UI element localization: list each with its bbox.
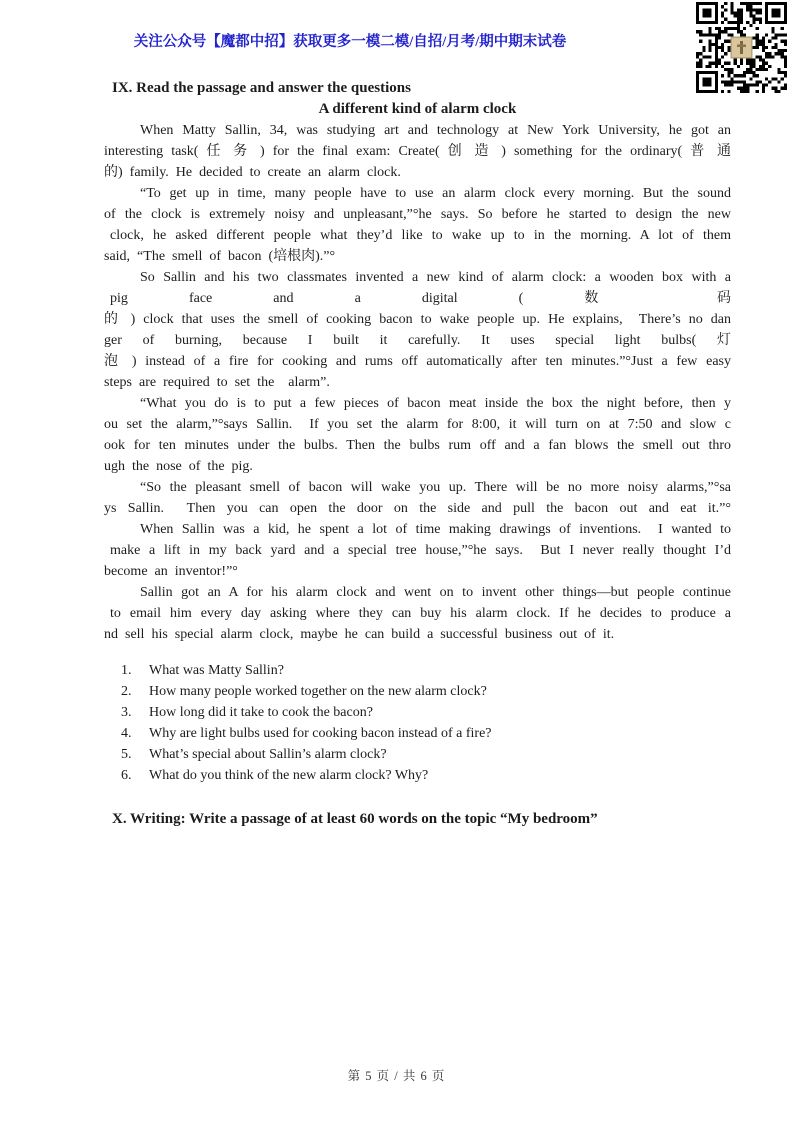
question-item (104, 702, 731, 723)
question-number: 1. (121, 663, 132, 678)
passage-line: to email him every day asking where they can buy his alarm clock. If he decides to produce a (110, 606, 731, 621)
question-text: What do you think of the new alarm clock? Why? (149, 768, 429, 783)
passage-line: 的) family. He decided to create an alarm clock. (104, 165, 401, 180)
question-number: 5. (121, 747, 132, 762)
passage-paragraph-7 (104, 582, 731, 645)
passage-paragraph-6 (104, 519, 731, 582)
passage-line: ger of burning, because I built it carefully. It uses special light bulbs( 灯 (104, 333, 731, 348)
passage-line: “So the pleasant smell of bacon will wake you up. There will be no more noisy alarms,”°sa (140, 480, 731, 495)
question-number: 3. (121, 705, 132, 720)
passage-line: nd sell his special alarm clock, maybe he can build a successful business out of it. (104, 627, 615, 642)
section-x-heading: X. Writing: Write a passage of at least 60 words on the topic “My bedroom” (112, 811, 598, 827)
header-promo-text: 关注公众号【魔都中招】获取更多一模二模/自招/月考/期中期末试卷 (133, 34, 567, 50)
question-item (104, 681, 731, 702)
passage-line: ou set the alarm,”°says Sallin. If you set the alarm for 8:00, it will turn on at 7:50 and slow c (104, 417, 731, 432)
passage-line: 泡 ) instead of a fire for cooking and rums off automatically after ten minutes.”°Just a few easy (104, 354, 731, 369)
passage-line: So Sallin and his two classmates invented a new kind of alarm clock: a wooden box with a (140, 270, 731, 285)
question-text: What was Matty Sallin? (149, 663, 284, 678)
passage-paragraph-3 (104, 267, 731, 393)
passage-paragraph-4 (104, 393, 731, 477)
passage-line: Sallin got an A for his alarm clock and went on to invent other things—but people continue (140, 585, 731, 600)
question-item (104, 723, 731, 744)
passage-line: said, “The smell of bacon (培根肉).”° (104, 249, 336, 264)
passage-line: When Sallin was a kid, he spent a lot of time making drawings of inventions. I wanted to (140, 522, 731, 537)
question-number: 4. (121, 726, 132, 741)
question-item (104, 660, 731, 681)
passage-line: “To get up in time, many people have to use an alarm clock every morning. But the sound (140, 186, 731, 201)
passage-line: of the clock is extremely noisy and unpleasant,”°he says. So before he started to design the new (104, 207, 731, 222)
passage-paragraph-1 (104, 120, 731, 183)
passage-line: clock, he asked different people what they’d like to wake up to in the morning. A lot of them (110, 228, 731, 243)
passage-line: become an inventor!”° (104, 564, 238, 579)
section-ix-heading: IX. Read the passage and answer the questions (112, 80, 411, 96)
passage-line: “What you do is to put a few pieces of bacon meat inside the box the night before, then y (140, 396, 731, 411)
passage-line: ugh the nose of the pig. (104, 459, 253, 474)
question-number: 2. (121, 684, 132, 699)
passage-line: When Matty Sallin, 34, was studying art and technology at New York University, he got an (140, 123, 731, 138)
question-item (104, 765, 731, 786)
passage-paragraph-5 (104, 477, 731, 519)
question-text: How long did it take to cook the bacon? (149, 705, 373, 720)
passage-line: interesting task( 任 务 ) for the final exam: Create( 创 造 ) something for the ordinary( 普 通 (104, 144, 731, 159)
passage-line: ook for ten minutes under the bulbs. Then the bulbs rum off and a fan blows the smell out thro (104, 438, 731, 453)
passage-line: 的 ) clock that uses the smell of cooking bacon to wake people up. He explains, There’s no dan (104, 312, 731, 327)
question-list (104, 660, 731, 786)
page-number-footer: 第 5 页 / 共 6 页 (347, 1069, 446, 1083)
question-item (104, 744, 731, 765)
main-content (104, 78, 731, 830)
passage-line: steps are required to set the alarm”. (104, 375, 330, 390)
question-number: 6. (121, 768, 132, 783)
passage-title: A different kind of alarm clock (318, 101, 517, 117)
passage-line: ys Sallin. Then you can open the door on the side and pull the bacon out and eat it.”° (104, 501, 731, 516)
question-text: Why are light bulbs used for cooking bacon instead of a fire? (149, 726, 492, 741)
passage-line: pig face and a digital ( 数 码 (110, 291, 731, 306)
question-text: What’s special about Sallin’s alarm clock? (149, 747, 387, 762)
passage (104, 120, 731, 645)
passage-paragraph-2 (104, 183, 731, 267)
question-text: How many people worked together on the new alarm clock? (149, 684, 487, 699)
passage-line: make a lift in my back yard and a special tree house,”°he says. But I never really thought I’d (110, 543, 731, 558)
